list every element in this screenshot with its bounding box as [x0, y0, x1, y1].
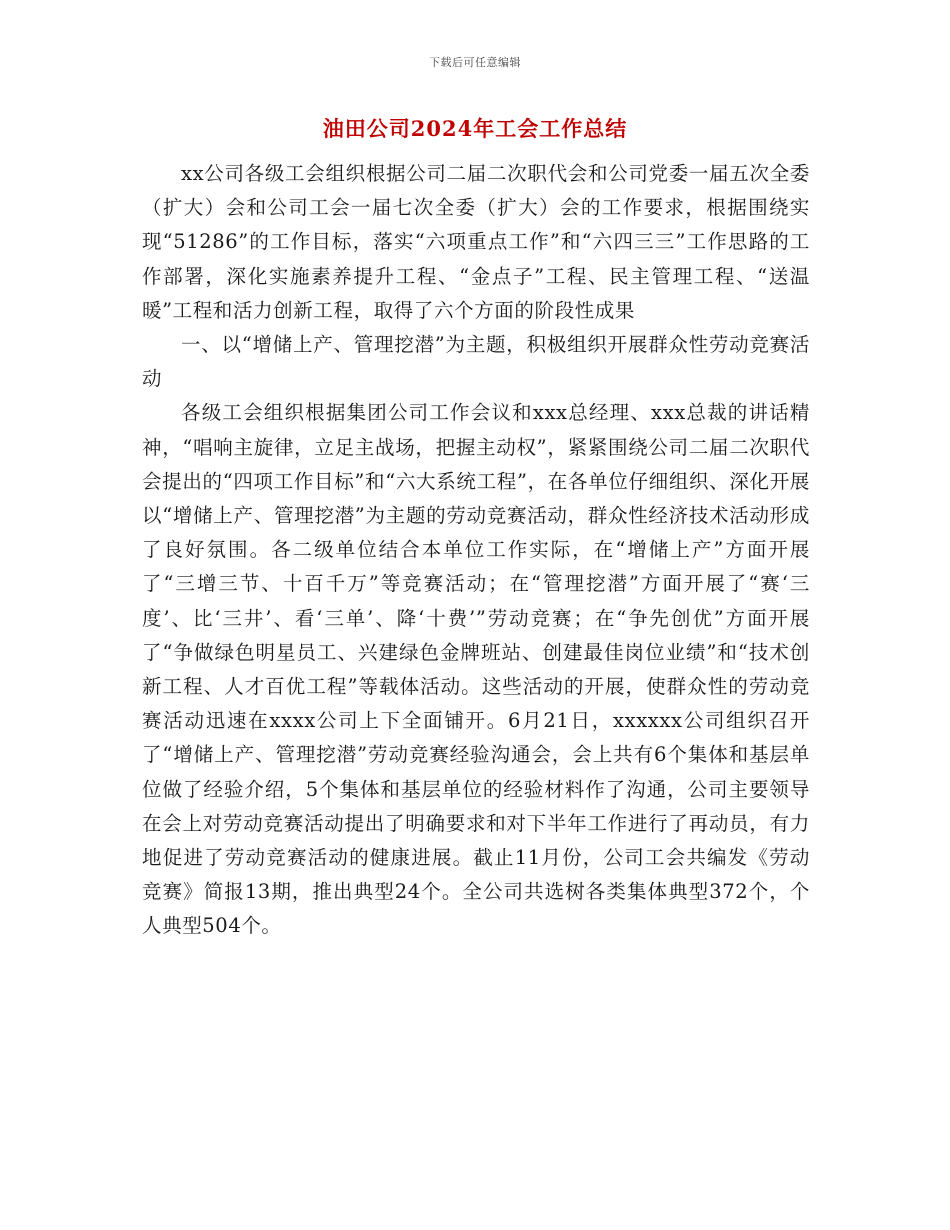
header-note: 下载后可任意编辑	[429, 56, 521, 69]
paragraph-section-1: 各级工会组织根据集团公司工作会议和xxx总经理、xxx总裁的讲话精神，“唱响主旋律，立足主战场，把握主动权”，紧紧围绕公司二届二次职代会提出的“四项工作目标”和“六大系统工程”，在各单位仔细组织、深化开展以“增储上产、管理挖潜”为主题的劳动竞赛活动，群众性经济技术活动形成了良好氛围。各二级单位结合本单位工作实际，在“增储上产”方面开展了“三增三节、十百千万”等竞赛活动；在“管理挖潜”方面开展了“赛‘三度’、比‘三井’、看‘三单’、降‘十费’”劳动竞赛；在“争先创优”方面开展了“争做绿色明星员工、兴建绿色金牌班站、创建最佳岗位业绩”和“技术创新工程、人才百优工程”等载体活动。这些活动的开展，使群众性的劳动竞赛活动迅速在xxxx公司上下全面铺开。6月21日，xxxxxx公司组织召开了“增储上产、管理挖潜”劳动竞赛经验沟通会，会上共有6个集体和基层单位做了经验介绍，5个集体和基层单位的经验材料作了沟通，公司主要领导在会上对劳动竞赛活动提出了明确要求和对下半年工作进行了再动员，有力地促进了劳动竞赛活动的健康进展。截止11月份，公司工会共编发《劳动竞赛》简报13期，推出典型24个。全公司共选树各类集体典型372个，个人典型504个。	[142, 401, 810, 938]
document-body	[142, 157, 810, 944]
section-heading-1: 一、以“增储上产、管理挖潜”为主题，积极组织开展群众性劳动竞赛活动	[142, 333, 810, 391]
document-title: 油田公司2024年工会工作总结	[322, 116, 628, 141]
paragraph-intro: xx公司各级工会组织根据公司二届二次职代会和公司党委一届五次全委（扩大）会和公司工会一届七次全委（扩大）会的工作要求，根据围绕实现“51286”的工作目标，落实“六项重点工作”和“六四三三”工作思路的工作部署，深化实施素养提升工程、“金点子”工程、民主管理工程、“送温暖”工程和活力创新工程，取得了六个方面的阶段性成果	[142, 162, 810, 322]
